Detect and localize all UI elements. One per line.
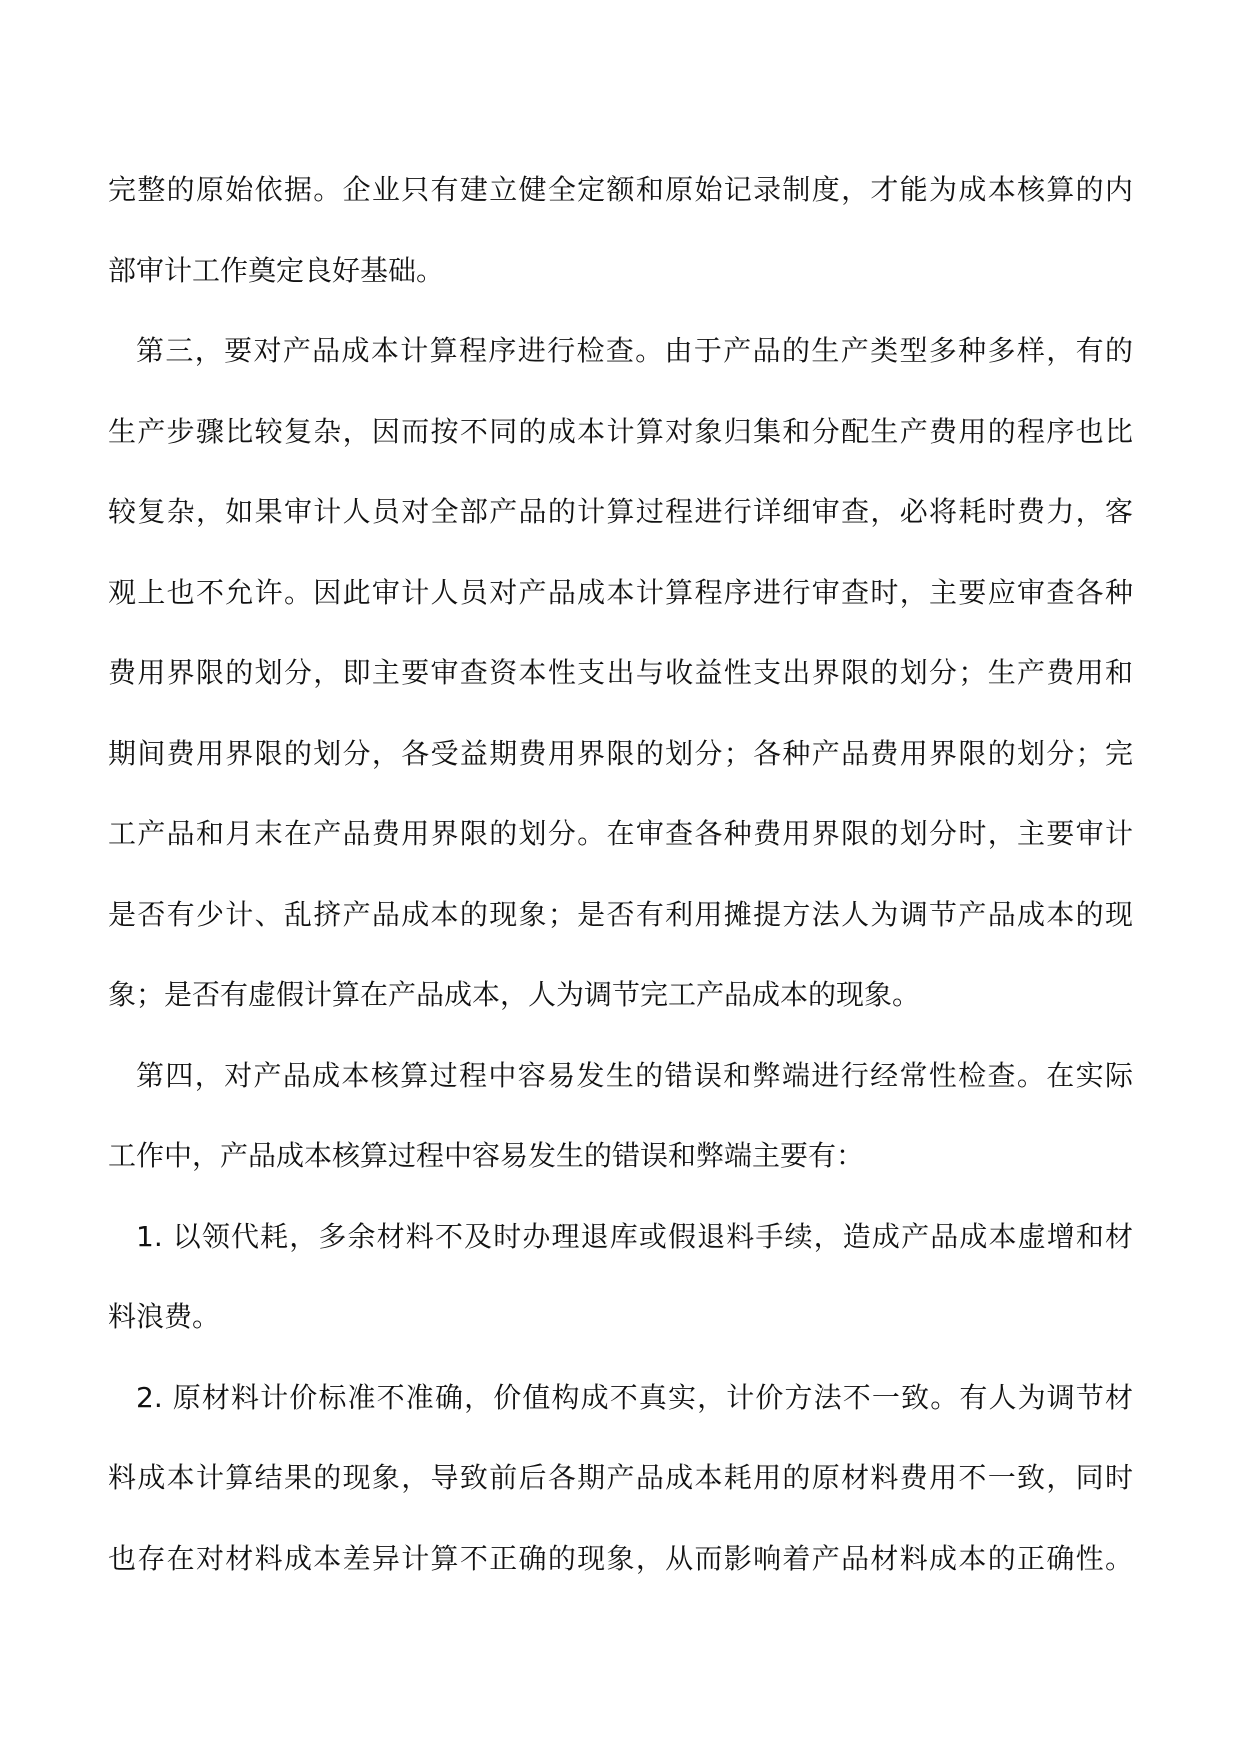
text-line: 费用界限的划分，即主要审查资本性支出与收益性支出界限的划分；生产费用和 (108, 656, 1133, 689)
text-line: 是否有少计、乱挤产品成本的现象；是否有利用摊提方法人为调节产品成本的现 (108, 898, 1133, 931)
text-line: 第三，要对产品成本计算程序进行检查。由于产品的生产类型多种多样，有的 (136, 334, 1133, 367)
text-line: 工产品和月末在产品费用界限的划分。在审查各种费用界限的划分时，主要审计 (108, 817, 1133, 850)
text-line: 较复杂，如果审计人员对全部产品的计算过程进行详细审查，必将耗时费力，客 (108, 495, 1133, 528)
text-line: 部审计工作奠定良好基础。 (108, 254, 445, 287)
list-item-line: 1. 以领代耗，多余材料不及时办理退库或假退料手续，造成产品成本虚增和材 (136, 1220, 1133, 1253)
text-line: 观上也不允许。因此审计人员对产品成本计算程序进行审查时，主要应审查各种 (108, 576, 1133, 609)
text-line: 期间费用界限的划分，各受益期费用界限的划分；各种产品费用界限的划分；完 (108, 737, 1133, 770)
text-line: 生产步骤比较复杂，因而按不同的成本计算对象归集和分配生产费用的程序也比 (108, 415, 1133, 448)
list-item-line: 料成本计算结果的现象，导致前后各期产品成本耗用的原材料费用不一致，同时 (108, 1461, 1133, 1494)
text-line: 完整的原始依据。企业只有建立健全定额和原始记录制度，才能为成本核算的内 (108, 173, 1133, 206)
list-item-line: 料浪费。 (108, 1300, 221, 1333)
text-line: 象；是否有虚假计算在产品成本，人为调节完工产品成本的现象。 (108, 978, 921, 1011)
text-line: 工作中，产品成本核算过程中容易发生的错误和弊端主要有： (108, 1139, 865, 1172)
list-item-line: 也存在对材料成本差异计算不正确的现象，从而影响着产品材料成本的正确性。 (108, 1542, 1133, 1575)
list-item-line: 2. 原材料计价标准不准确，价值构成不真实，计价方法不一致。有人为调节材 (136, 1381, 1133, 1414)
text-line: 第四，对产品成本核算过程中容易发生的错误和弊端进行经常性检查。在实际 (136, 1059, 1133, 1092)
